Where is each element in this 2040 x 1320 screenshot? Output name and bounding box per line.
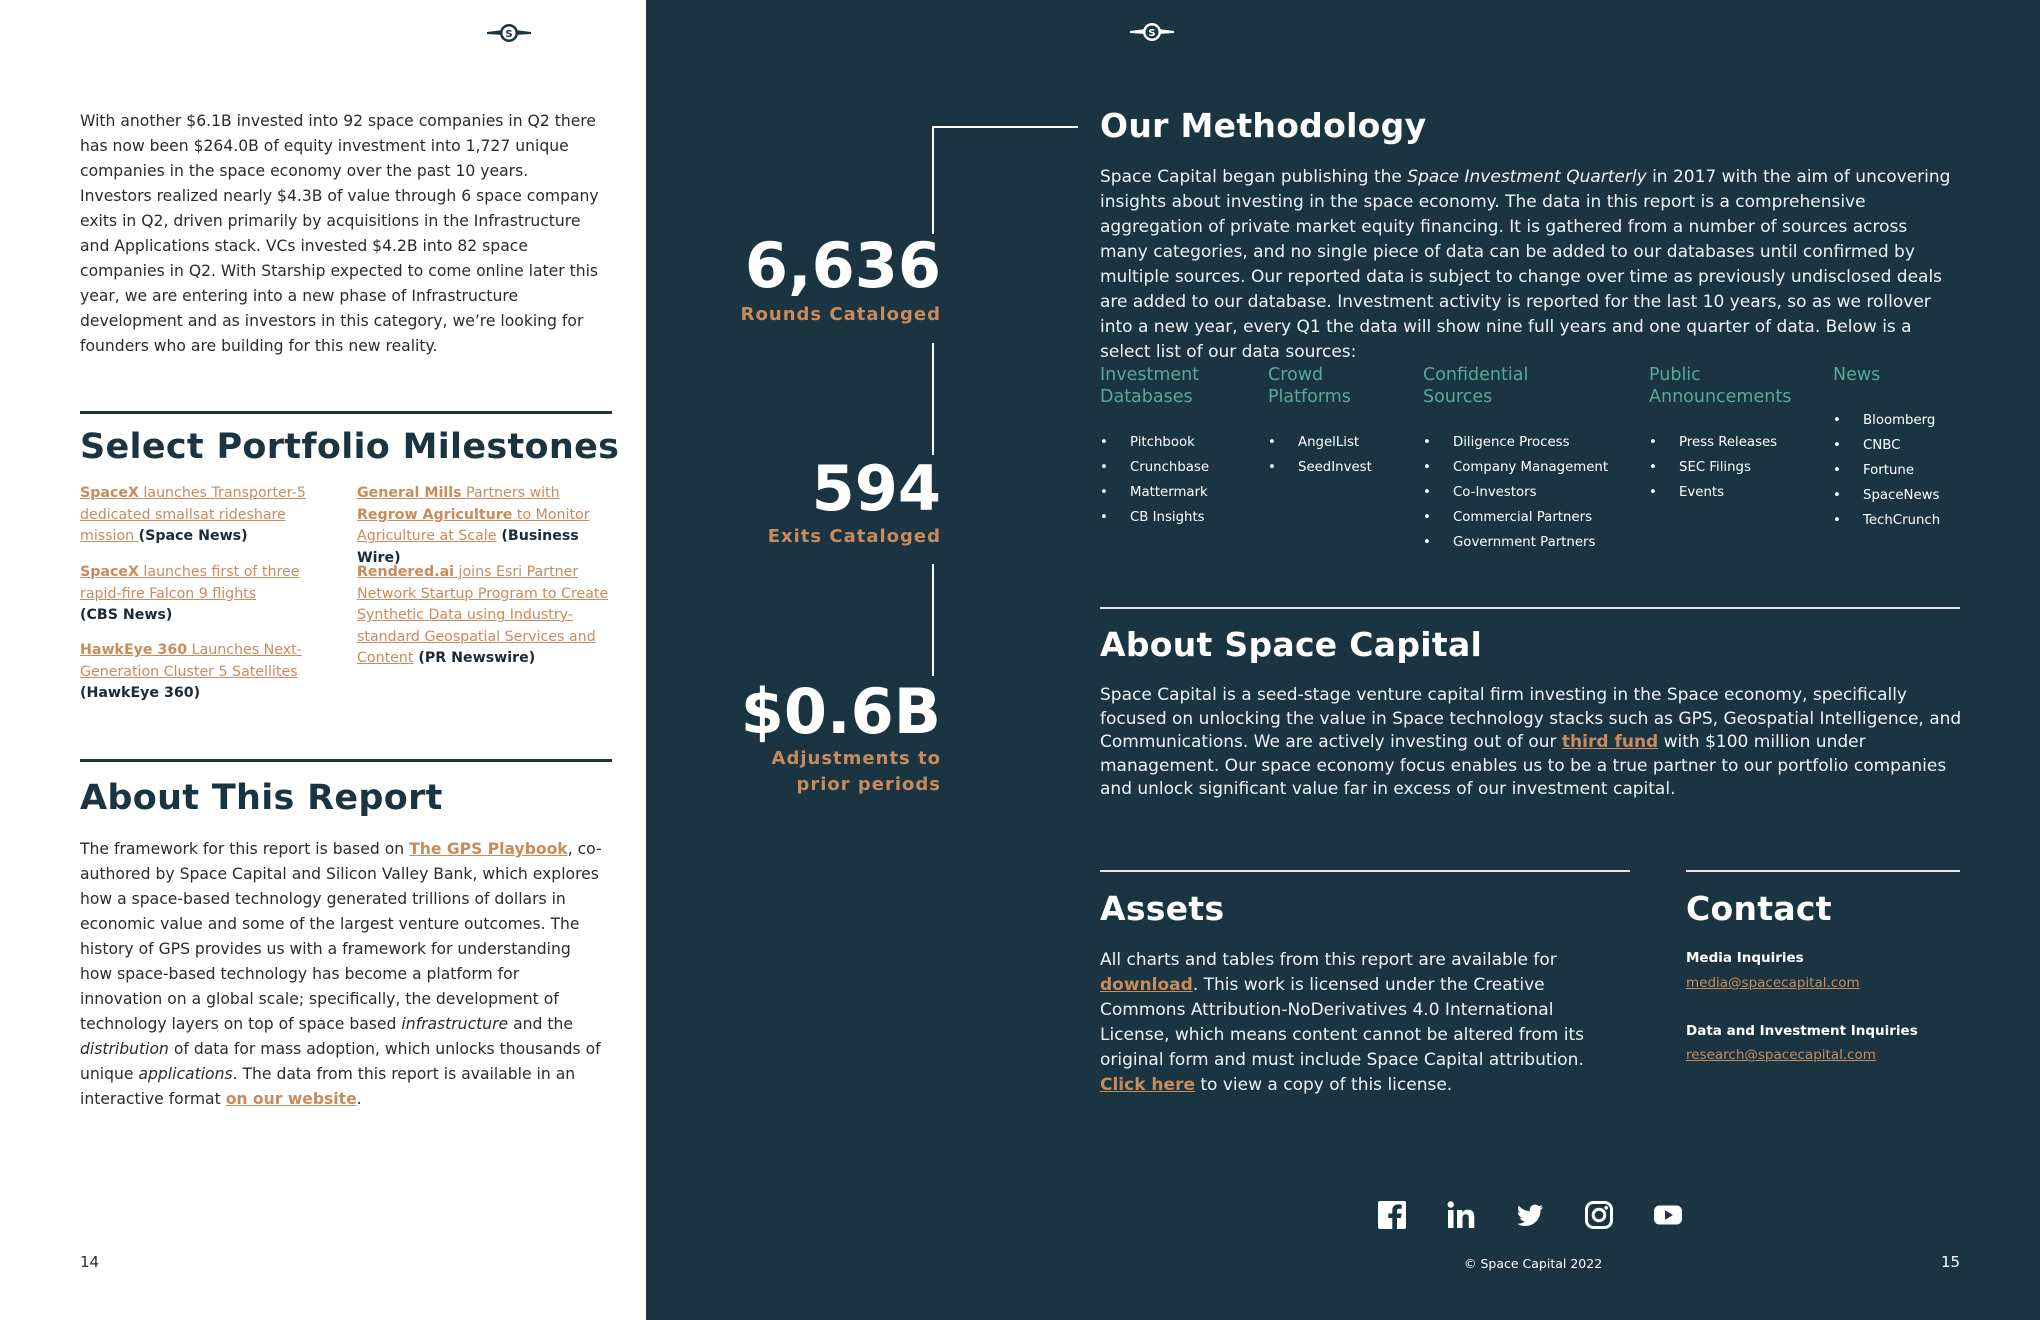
source-title: Public Announcements <box>1649 365 1792 407</box>
gps-playbook-link[interactable]: The GPS Playbook <box>409 840 568 858</box>
source-title: Investment Databases <box>1100 365 1200 407</box>
source-column <box>1268 364 1418 480</box>
source-item: • Mattermark <box>1100 480 1260 505</box>
facebook-icon[interactable] <box>1377 1200 1407 1230</box>
stats-column <box>706 120 941 820</box>
source-item: • Events <box>1649 480 1829 505</box>
source-column <box>1649 364 1829 505</box>
copyright: © Space Capital 2022 <box>1464 1256 1603 1271</box>
stat-label: Exits Cataloged <box>767 526 941 547</box>
about-report-title: About This Report <box>80 778 443 818</box>
milestone-item[interactable]: SpaceX launches Transporter-5 dedicated smallsat rideshare mission (Space News) <box>80 485 306 545</box>
divider <box>1100 870 1630 872</box>
source-item: • Diligence Process <box>1423 430 1643 455</box>
svg-text:S: S <box>505 29 513 40</box>
media-email-link[interactable]: media@spacecapital.com <box>1686 975 1860 991</box>
source-title: Crowd Platforms <box>1268 365 1351 407</box>
source-item: • Co-Investors <box>1423 480 1643 505</box>
svg-text:S: S <box>1148 28 1156 39</box>
stat-value: 594 <box>811 452 941 525</box>
source-item: • SeedInvest <box>1268 455 1418 480</box>
website-link[interactable]: on our website <box>225 1090 357 1108</box>
page-number: 15 <box>1941 1253 1961 1271</box>
divider <box>80 411 612 414</box>
milestone-item[interactable]: Rendered.ai joins Esri Partner Network Startup Program to Create Synthetic Data using Industry-standard Geospatial Services and Content (PR Newswire) <box>357 564 609 667</box>
intro-paragraph: With another $6.1B invested into 92 space companies in Q2 there has now been $264.0B of equity investment into 1,727 unique companies in the space economy over the past 10 years. Investors realized nearly $4.3B of value through 6 space company exits in Q2, driven primarily by acquisitions in the Infrastructure and Applications stack. VCs invested $4.2B into 82 space companies in Q2. With Starship expected to come online later this year, we are entering into a new phase of Infrastructure development and as investors in this category, we’re looking for founders who are building for this new reality. <box>80 112 599 355</box>
divider <box>1100 607 1960 609</box>
source-item: • Bloomberg <box>1833 408 1983 433</box>
assets-paragraph: All charts and tables from this report are available for download. This work is licensed under the Creative Commons Attribution-NoDerivatives 4.0 International License, which means content cannot be altered from its original form and must include Space Capital attribution. Click here to view a copy of this license. <box>1100 950 1584 1095</box>
linkedin-icon[interactable] <box>1446 1200 1476 1230</box>
space-capital-logo-icon <box>485 21 533 45</box>
source-column <box>1100 364 1260 530</box>
source-item: • Fortune <box>1833 458 1983 483</box>
divider <box>80 759 612 762</box>
source-item: • AngelList <box>1268 430 1418 455</box>
instagram-icon[interactable] <box>1584 1200 1614 1230</box>
source-column <box>1423 364 1643 555</box>
media-inquiries-label: Media Inquiries <box>1686 950 1804 966</box>
stat-label: Adjustments to <box>771 748 941 769</box>
divider <box>1686 870 1960 872</box>
space-capital-logo-icon <box>1128 20 1176 44</box>
timeline-connector <box>932 126 1078 128</box>
source-item: • Company Management <box>1423 455 1643 480</box>
assets-title: Assets <box>1100 889 1225 928</box>
source-item: • Government Partners <box>1423 530 1643 555</box>
source-item: • Commercial Partners <box>1423 505 1643 530</box>
third-fund-link[interactable]: third fund <box>1561 732 1659 752</box>
timeline-line <box>932 126 934 234</box>
about-title: About Space Capital <box>1100 625 1483 664</box>
methodology-paragraph: Space Capital began publishing the Space Investment Quarterly in 2017 with the aim of uncovering insights about investing in the space economy. The data in this report is a comprehensive aggregation of private market equity financing. It is gathered from a number of sources across many categories, and no single piece of data can be added to our databases until confirmed by multiple sources. Our reported data is subject to change over time as previously undisclosed deals are added to our database. Investment activity is reported for the last 10 years, so as we rollover into a new year, every Q1 the data will show nine full years and one quarter of data. Below is a select list of our data sources: <box>1100 167 1951 362</box>
research-email-link[interactable]: research@spacecapital.com <box>1686 1047 1876 1063</box>
stat-value: 6,636 <box>744 229 941 302</box>
youtube-icon[interactable] <box>1653 1200 1683 1230</box>
source-item: • Crunchbase <box>1100 455 1260 480</box>
source-column <box>1833 364 1983 533</box>
about-paragraph: Space Capital is a seed-stage venture capital firm investing in the Space economy, specifically focused on unlocking the value in Space technology stacks such as GPS, Geospatial Intelligence, and Communications. We are actively investing out of our third fund with $100 million under management. Our space economy focus enables us to be a true partner to our portfolio companies and unlock significant value far in excess of our investment capital. <box>1100 685 1962 799</box>
source-item: • TechCrunch <box>1833 508 1983 533</box>
timeline-line <box>932 343 934 455</box>
source-item: • CB Insights <box>1100 505 1260 530</box>
source-item: • SpaceNews <box>1833 483 1983 508</box>
milestone-item[interactable]: SpaceX launches first of three rapid-fire Falcon 9 flights (CBS News) <box>80 564 300 624</box>
stat-label: prior periods <box>796 774 941 795</box>
about-report-paragraph: The framework for this report is based on The GPS Playbook, co-authored by Space Capital and Silicon Valley Bank, which explores how a space-based technology generated trillions of dollars in economic value and some of the largest venture outcomes. The history of GPS provides us with a framework for understanding how space-based technology has become a platform for innovation on a global scale; specifically, the development of technology layers on top of space based infrastructure and the distribution of data for mass adoption, which unlocks thousands of unique applications. The data from this report is available in an interactive format on our website. <box>80 840 602 1108</box>
milestone-item[interactable]: HawkEye 360 Launches Next-Generation Cluster 5 Satellites (HawkEye 360) <box>80 642 302 702</box>
twitter-icon[interactable] <box>1515 1200 1545 1230</box>
milestone-item[interactable]: General Mills Partners with Regrow Agriculture to Monitor Agriculture at Scale (Business Wire) <box>357 485 590 566</box>
source-item: • CNBC <box>1833 433 1983 458</box>
download-link[interactable]: download <box>1100 975 1193 995</box>
timeline-line <box>932 564 934 676</box>
source-item: • Pitchbook <box>1100 430 1260 455</box>
source-item: • Press Releases <box>1649 430 1829 455</box>
data-inquiries-label: Data and Investment Inquiries <box>1686 1023 1918 1039</box>
page-number: 14 <box>80 1253 100 1271</box>
contact-title: Contact <box>1686 889 1832 928</box>
source-title: News <box>1833 365 1881 385</box>
milestones-title: Select Portfolio Milestones <box>80 427 620 467</box>
stat-value: $0.6B <box>740 675 941 748</box>
stat-label: Rounds Cataloged <box>740 304 941 325</box>
license-link[interactable]: Click here <box>1100 1075 1195 1095</box>
source-title: Confidential Sources <box>1423 365 1529 407</box>
left-page <box>0 0 646 1320</box>
source-item: • SEC Filings <box>1649 455 1829 480</box>
methodology-title: Our Methodology <box>1100 106 1427 145</box>
right-page <box>646 0 2040 1320</box>
